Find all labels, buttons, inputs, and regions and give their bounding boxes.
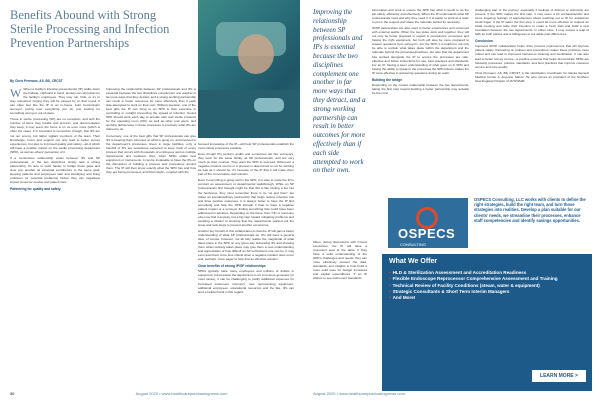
article-paragraph: Even though IPs perform audits and sometimes act like surveyors, they work for the same facility as SP professionals, and are very much on their counsel. They want the SPD to succeed. Whenever a negative incident occurs or a process is determined to not be working as well as it should be, it's because of the IP that it will make them part of the conversation and solution. <box>198 152 294 177</box>
article-paragraph: Depending on the current relationship between the two departments, taking the first step toward building a better partnership may actually be the most <box>372 82 469 95</box>
page-number: 30 <box>10 391 15 396</box>
clinician-face-shape <box>238 34 274 74</box>
paragraph-text: When a facility's infection preventionist (IP) walks down the hallway, clipboard in hand, anxiety can skyrocket for the facility's employees. They may run, hide, or try to stay unnoticed, hoping they will be passed by on that round. It can often feel like the IP is an in-house Joint Commission surveyor, poring over everything you do, just looking for something wrong or out of place. <box>10 87 100 116</box>
article-paragraph: If a contentious relationship exists between IPs and SP professionals, or the two disciplines simply lack a strong partnership, it's time to work harder to bridge those gaps and view one another as essential contributors to the same goal: keeping patients and employees safe and identifying and fixing problems (or potential problems) before they can negatively impact customer service and patient care. <box>10 155 100 185</box>
article-paragraph: focused knowledge of the IP—will help SP professionals establish the most robust processes possible. <box>198 142 294 151</box>
service-text: Strategic Consultants & Short Term Interim Managers <box>392 288 510 294</box>
service-item <box>389 295 589 301</box>
service-text: Flexible Endoscope Reprocessor Comprehensive Assessment and Training <box>392 276 558 282</box>
logo-subtext: CONSULTING <box>400 242 426 247</box>
article-paragraph: Improving the relationship between SP professionals and IPs is essential because the two disciplines complement one another in far more ways that they detract, and a strong working partnership can result in better outcomes for more effectively than if each side attempted to work on their own. Without question, one of the best gifts the IP can bring to an SPD is their expertise in controlling or outright preventing the spread of infection. Sound SPD should work each day to provide safe and sterile products for the operating room (OR), as well as other end users, and spotting deficiencies in these processes is precisely what IPs are trained to do. <box>106 87 196 132</box>
drop-cap: W <box>10 87 22 100</box>
article-paragraph: Those in sterile processing (SP) are no exception, and with the number of items they handle and process, and documentation they keep, it may seem the focus is on us even more (which is often the case). It is important to remember, though, that IPs are not our enemy, but rather vigilant members of the team. Their knowledge, focus and support not only lead to better survey experiences, but also to improved quality and safety—all of which will have a positive impact on the sterile processing department (SPD), as well as others' perception of it. <box>10 117 100 154</box>
section-heading: Clear benefits of strong IP/SP relationships <box>198 264 266 269</box>
article-column-1 <box>10 87 100 389</box>
section-heading: Building the bridge <box>372 77 403 82</box>
article-paragraph: information and work to ensure the SPD has what it needs to do the job safely, efficiently and effectively. When the IP understands what SP professionals need and why they need it, it is easier to work as a team to put in the request and share the rationale behind its necessity. <box>372 8 469 25</box>
services-list <box>389 270 589 301</box>
section-heading: Partnering for quality and safety <box>10 187 61 192</box>
bullet-icon: • <box>389 276 391 282</box>
section-heading: Conclusion <box>475 39 493 44</box>
article-title: Benefits Abound with Strong Sterile Processing and Infection Prevention Partnerships <box>10 8 170 50</box>
publication-line: August 2020 • www.healthcarepurchasingnews.com <box>135 391 228 396</box>
article-paragraph: Even if everything is going well in the SPD, it is wise to invite the IP to conduct an assessment or departmental walkthrough. While an SP professional's first thought might be that this is like inviting a fox into the henhouse, they must remember there is no "us and them" but rather an interdisciplinary partnership that helps reduce infection risk and drive positive outcomes. It is always better to have the IP find something and help the SPD through it than to have a negative patient impact or a surveyor finding something that could have been addressed in advance. Depending on the issue, then TJC or someone else may find it anyway, but a big step toward mitigating problems and avoiding a citation is showing that the departments worked out the issue and took steps to prevent another occurrence. <box>198 178 294 227</box>
article-paragraph: challenging part of the journey, especially if feelings of distrust or animosity are present. If the SPD makes the first step, it may seem a bit uncharacteristic and some lingering feelings of apprehension about reaching out to IP for assistance could linger. If the IP takes the first step, it could be more effective to request an initial meeting and state their intention to make a fresh start and build a new foundation between the two departments. In either case, it may involve a leap of faith for both parties and a willingness to put aside past differences. <box>475 8 589 37</box>
article-paragraph: IP/SP partnerships are also used to better experiences and outcomes with external audits. When the two sides work well together, they will not only be better prepared in regard to procedures, processes and having the right equipment, but both will also be more prepared to answer questions from surveyors. For the SPD, it is helpful to not only be able to explain what takes place within the department and the rationale behind the processes/practices, but also that the department has worked alongside the IP to ensure the processes are safe, effective and follow instructions for use, best practices and standards. For an IP, having a keen understanding of what goes on in SPD and having the ability to speak to the processes the SPD follows makes the IP more effective in answering questions during an audit. <box>372 26 469 75</box>
ad-intro: OSPECS Consulting, LLC works with clients to define the right strategies, build the right team, and turn those strategies into realities. Develop a plan suitable for our clients' needs, we streamline their processes, enhance staff competencies and identify savings opportunities. <box>474 197 586 223</box>
service-text: HLD & Sterilization Assessment and Accreditation Readiness <box>392 270 527 275</box>
article-column-2 <box>106 87 196 389</box>
hero-photo <box>198 0 300 138</box>
article-paragraph: SPDs typically have many employees and millions of dollars in equipment, but because the department is not a revenue generator (in most cases), it can be challenging to justify additional expenses for increased instrument inventory, new reprocessing equipment, additional employees, educational resources and the like. IPs can lend a helpful hand in this regard. <box>198 269 294 294</box>
ad-heading: What We Offer <box>389 258 438 265</box>
footer-left <box>10 391 227 396</box>
publication-line: August 2020 • www.healthcarepurchasingnews.com <box>313 391 405 396</box>
article-paragraph <box>10 87 100 115</box>
bullet-icon: • <box>389 295 391 301</box>
learn-more-button[interactable]: LEARN MORE > <box>532 370 586 382</box>
article-column-5 <box>475 8 589 191</box>
service-text: And More! <box>392 295 416 301</box>
article-column-6 <box>313 240 367 383</box>
author-bio: Chris Perreaux, AS, BS, CRCST, is the sterilization coordinator for Alaska General Medical Center in Augusta, Maine. He also serves as president of the Northern New England Chapter of IAHCSMM. <box>475 70 589 83</box>
ospecs-logo <box>388 198 468 248</box>
bullet-icon: • <box>389 270 391 275</box>
ad-header <box>382 192 592 254</box>
article-paragraph: Often, during discussions with C-level executives, the IP will have a prominent seat at the table. If they have a solid understanding of the SPD's challenges and needs, they can more effectively present the data, standards, and insights to help build a more solid case for budget increases and capital expenditures. If an IP wishes to see instrument standards <box>313 240 367 281</box>
article-paragraph: Conversely, one of the best gifts that SP professionals can give IPs is keeping them informed on what is going on, and involved in the department's processes. Even in large facilities, only a handful of IPs are sometimes expected to keep track of every process that occurs with thousands of employees across multiple departments and locations. Also, when SPDs obtain new equipment or instruments, it can be invaluable to have the IPs on the discussion of building a process and procedures around them. The IP will then know exactly what the SPD has and how they are being processed, and that insight—coupled with the <box>106 133 196 174</box>
article-paragraph: Improved SP/IP collaboration helps drive process improvement that will improve patient safety. Partnering on policies and procedures makes these practices more robust and can lead to improved instrument cleaning and sterilization. It can also lead to better survey scores—a positive outcome that helps demonstrate SPDs are following processes, policies, standards, and best practices that improve customer service and care quality. <box>475 44 589 69</box>
logo-text: OSPECS <box>398 226 456 241</box>
bullet-icon: • <box>389 282 391 288</box>
pull-quote: Improving the relationship between SP professionals and IPs is essential because the two disciplines complement one another in far more ways that they detract, and a strong working partnership can result in better outcomes for more effectively than if each side attempted to work on their own. <box>313 8 366 175</box>
glove-shape <box>254 98 284 112</box>
bullet-icon: • <box>389 288 391 294</box>
service-text: Technical Review of Facility Conditions (steam, water & equipment) <box>392 282 540 288</box>
article-column-3 <box>198 142 294 389</box>
ospecs-advertisement[interactable] <box>382 192 592 391</box>
footer-right <box>313 391 405 396</box>
article-paragraph: Another key benefit of this collaboration is that the IP will gain a better understanding of what SP professionals do. IPs will have a general idea, of course; however, not all fully realize the magnitude of what takes place in the SPD on any given day. Educating IPs and showing them what routinely takes place may give them a new understanding and appreciation of how difficult an SP technician's role can be. It may even lead them to be less critical when a negative incident does occur and, perhaps, more eager to help find an effective solution. <box>198 228 294 262</box>
scrubs-shape <box>198 90 300 138</box>
article-author: By Chris Perreaux, AS, BS, CRCST <box>10 79 63 83</box>
